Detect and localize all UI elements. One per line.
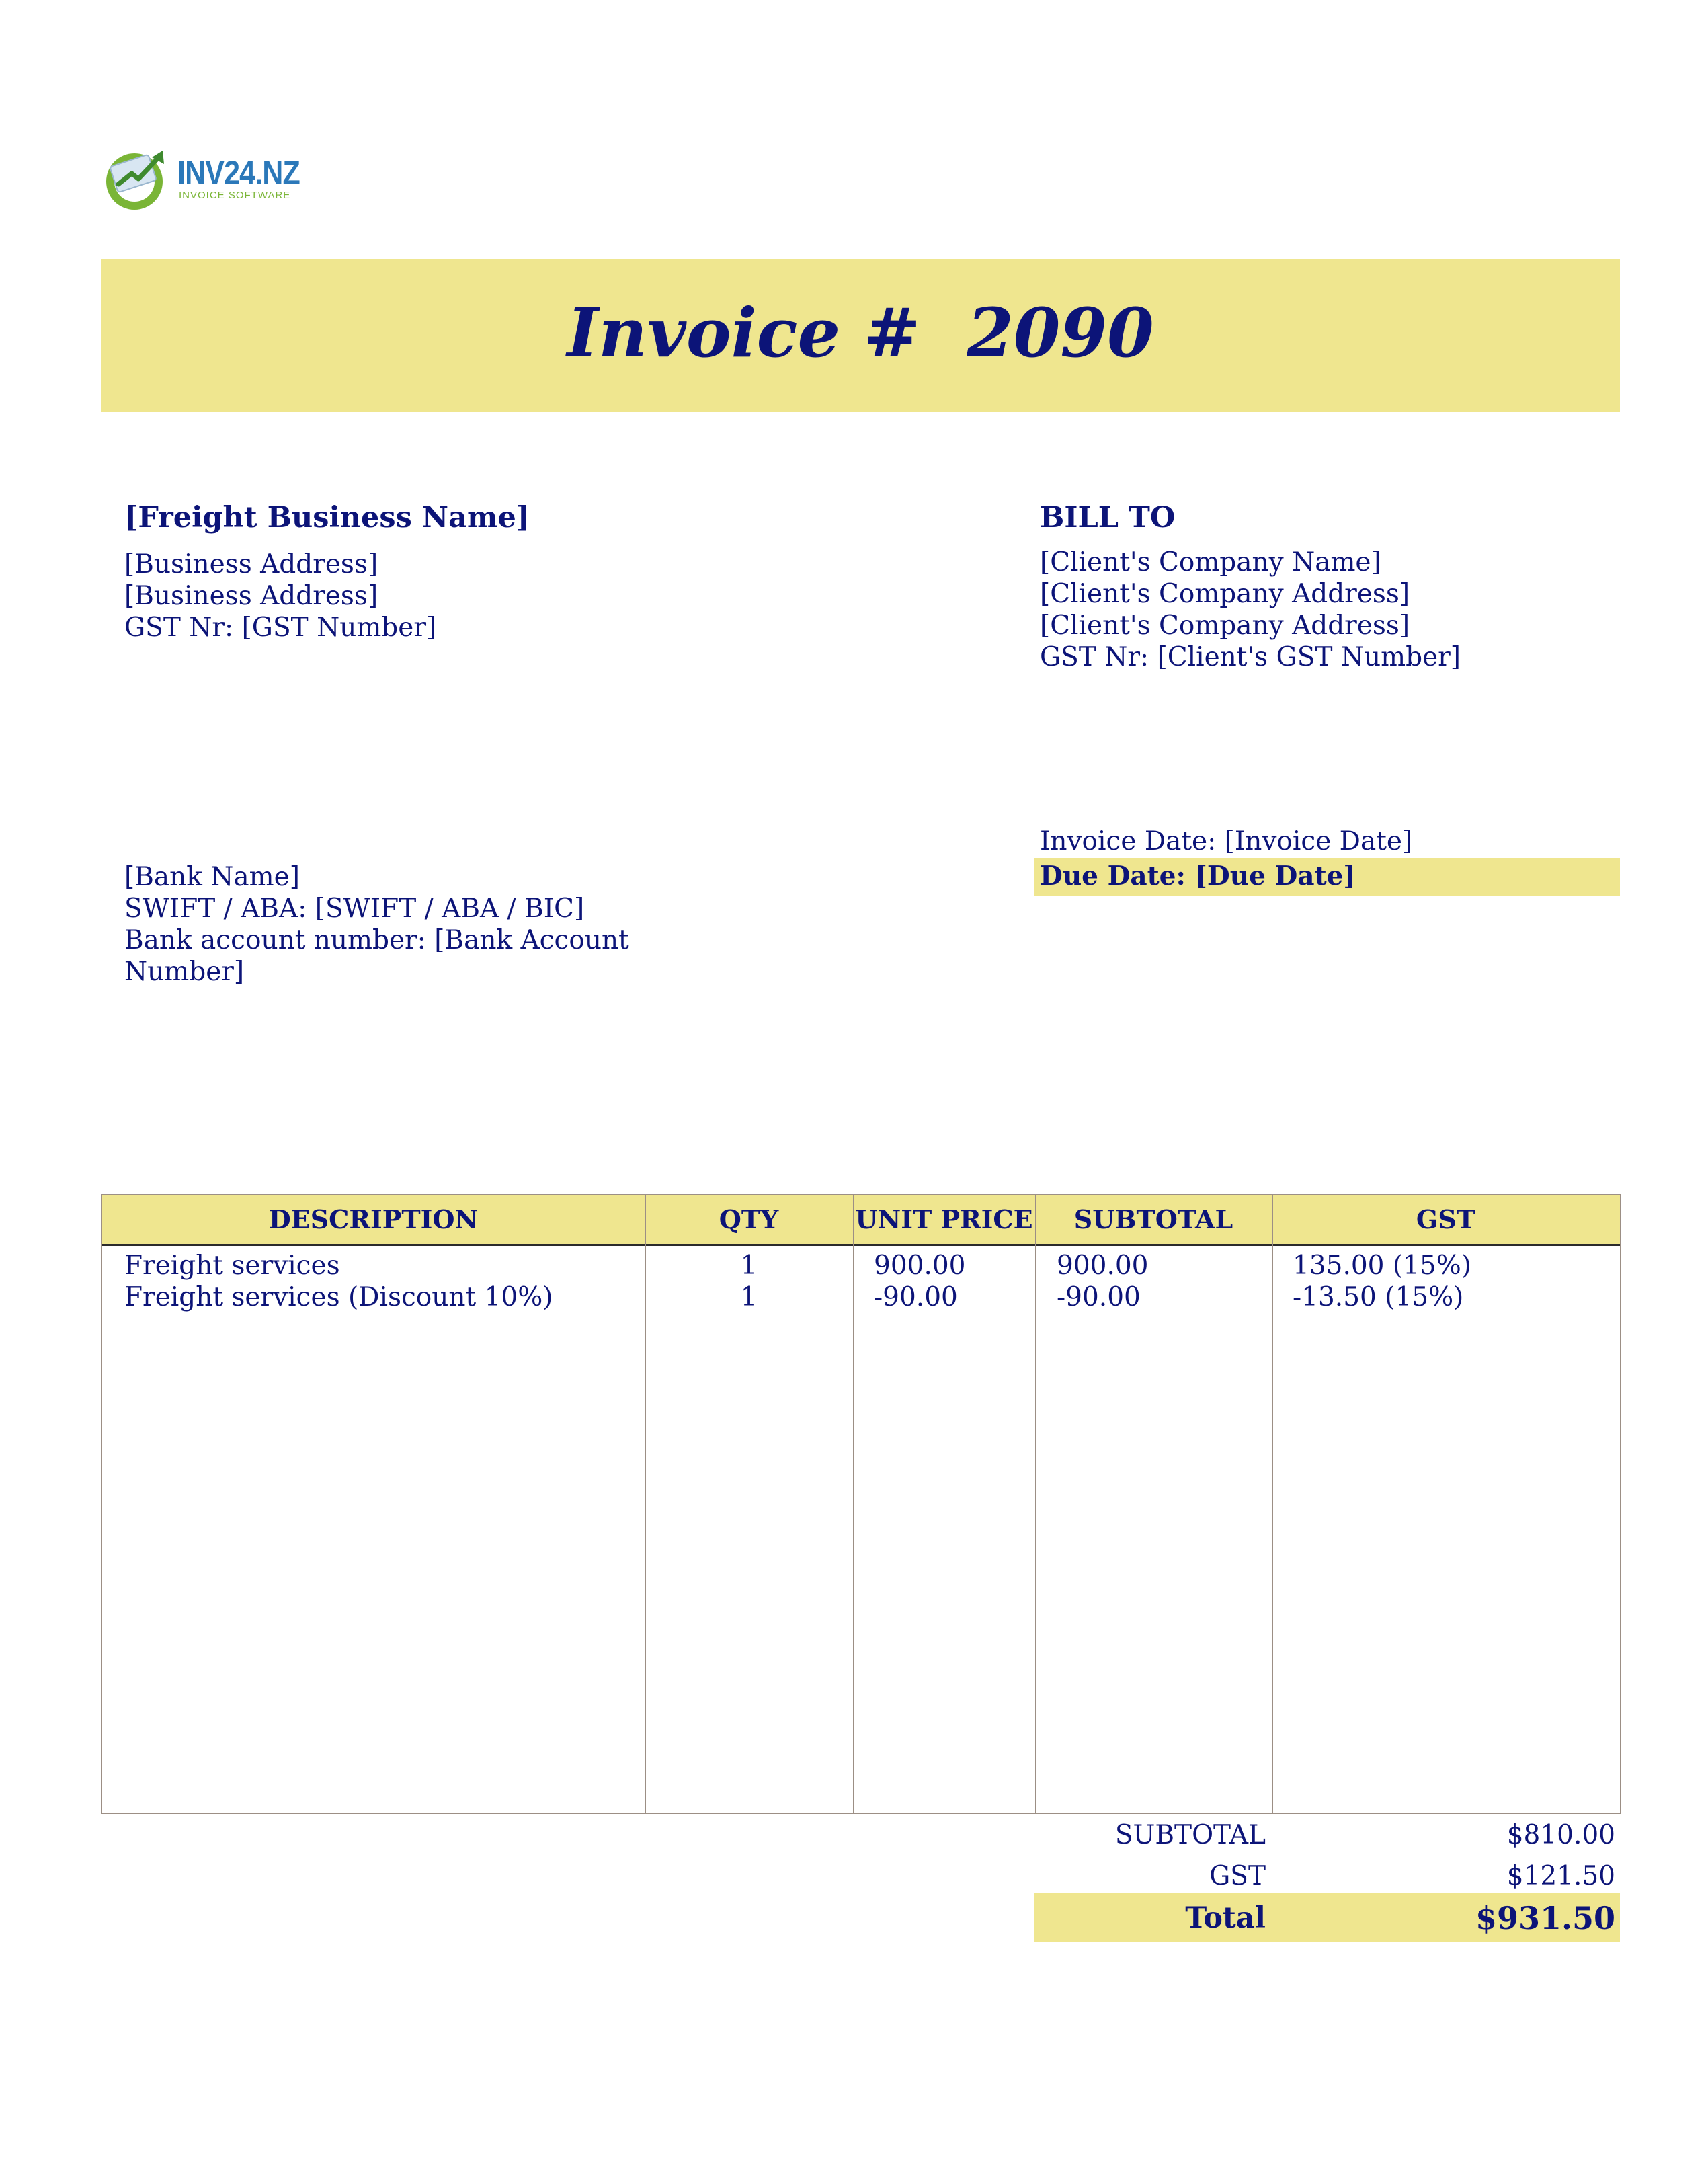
seller-address-2: [Business Address] bbox=[124, 581, 378, 611]
table-header bbox=[102, 1195, 1620, 1246]
header-unit-price: UNIT PRICE bbox=[855, 1204, 1033, 1234]
total-label: Total bbox=[1185, 1901, 1266, 1935]
row-1-gst: 135.00 (15%) bbox=[1293, 1251, 1471, 1281]
column-divider bbox=[1035, 1195, 1036, 1813]
header-subtotal: SUBTOTAL bbox=[1073, 1204, 1233, 1234]
client-address-2: [Client's Company Address] bbox=[1040, 610, 1410, 641]
company-logo bbox=[101, 141, 309, 215]
invoice-title: Invoice # 2090 bbox=[567, 293, 1154, 372]
total-value: $931.50 bbox=[1475, 1900, 1615, 1936]
column-divider bbox=[853, 1195, 854, 1813]
row-2-gst: -13.50 (15%) bbox=[1293, 1282, 1464, 1312]
items-table bbox=[101, 1194, 1621, 1814]
column-divider bbox=[1272, 1195, 1273, 1813]
logo-wordmark: INV24.NZ bbox=[177, 154, 300, 192]
bank-swift: SWIFT / ABA: [SWIFT / ABA / BIC] bbox=[124, 894, 585, 924]
row-2-description: Freight services (Discount 10%) bbox=[124, 1282, 553, 1312]
row-2-qty: 1 bbox=[740, 1282, 758, 1312]
logo-icon bbox=[101, 144, 175, 211]
row-1-unit-price: 900.00 bbox=[874, 1251, 966, 1281]
header-gst: GST bbox=[1416, 1204, 1476, 1234]
due-date-band bbox=[1034, 858, 1620, 896]
seller-gst: GST Nr: [GST Number] bbox=[124, 612, 437, 643]
header-qty: QTY bbox=[719, 1204, 779, 1234]
gst-total-label: GST bbox=[1209, 1861, 1266, 1891]
seller-address-1: [Business Address] bbox=[124, 549, 378, 580]
bill-to-heading: BILL TO bbox=[1040, 501, 1176, 534]
row-2-subtotal: -90.00 bbox=[1057, 1282, 1141, 1312]
seller-name: [Freight Business Name] bbox=[124, 501, 530, 534]
due-date: Due Date: [Due Date] bbox=[1040, 861, 1356, 892]
row-1-subtotal: 900.00 bbox=[1057, 1251, 1149, 1281]
client-address-1: [Client's Company Address] bbox=[1040, 579, 1410, 609]
gst-total-value: $121.50 bbox=[1506, 1861, 1615, 1891]
bank-account-line-1: Bank account number: [Bank Account bbox=[124, 925, 629, 955]
bank-account-line-2: Number] bbox=[124, 957, 245, 987]
title-band bbox=[101, 259, 1620, 412]
subtotal-label: SUBTOTAL bbox=[1114, 1820, 1266, 1850]
client-gst: GST Nr: [Client's GST Number] bbox=[1040, 642, 1461, 672]
row-2-unit-price: -90.00 bbox=[874, 1282, 958, 1312]
row-1-qty: 1 bbox=[740, 1251, 758, 1281]
total-band bbox=[1034, 1893, 1620, 1942]
client-company-name: [Client's Company Name] bbox=[1040, 547, 1381, 578]
invoice-date: Invoice Date: [Invoice Date] bbox=[1040, 826, 1413, 857]
logo-tagline: INVOICE SOFTWARE bbox=[179, 190, 291, 201]
bank-name: [Bank Name] bbox=[124, 862, 300, 892]
header-description: DESCRIPTION bbox=[268, 1204, 479, 1234]
subtotal-value: $810.00 bbox=[1506, 1820, 1615, 1850]
row-1-description: Freight services bbox=[124, 1251, 340, 1281]
